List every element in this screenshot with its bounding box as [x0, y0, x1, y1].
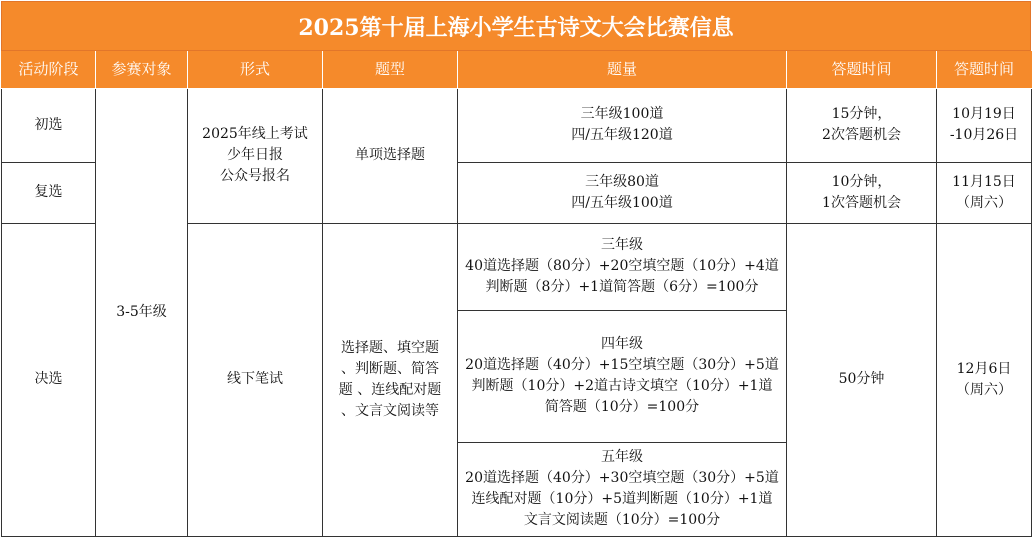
duration-final: 50分钟	[787, 223, 937, 536]
date-final	[937, 223, 1032, 536]
target-label: 3-5年级	[116, 303, 167, 320]
quantity-line: 20道选择题（40分）+15空填空题（30分）+5道	[465, 357, 779, 373]
header-stage: 活动阶段	[2, 51, 96, 88]
date-line: 10月19日	[952, 106, 1016, 122]
stage-preliminary: 初选	[2, 88, 96, 162]
date-line: （周六）	[956, 194, 1012, 211]
type-line: 选择题、填空题	[341, 339, 439, 356]
header-type: 题型	[323, 51, 458, 88]
quantity-line: 四/五年级100道	[571, 194, 673, 211]
competition-table	[1, 51, 1032, 537]
quantity-final-grade3	[458, 223, 787, 310]
quantity-repechage	[458, 162, 787, 223]
duration-line: 1次答题机会	[822, 194, 901, 211]
table-row-preliminary	[2, 88, 1032, 162]
quantity-final-grade5	[458, 442, 787, 536]
quantity-line: 简答题（10分）=100分	[544, 399, 700, 415]
form-offline: 线下笔试	[188, 223, 323, 536]
quantity-line: 三年级	[601, 237, 643, 253]
type-online: 单项选择题	[323, 88, 458, 223]
quantity-line: 四/五年级120道	[571, 127, 673, 143]
type-line: 题 、连线配对题	[338, 381, 442, 398]
quantity-line: 判断题（8分）+1道简答题（6分）=100分	[485, 279, 759, 295]
duration-repechage	[787, 162, 937, 223]
duration-line: 10分钟，	[831, 173, 892, 190]
header-target: 参赛对象	[96, 51, 188, 88]
header-quantity: 题量	[458, 51, 787, 88]
target-cell	[96, 88, 188, 536]
quantity-line: 连线配对题（10分）+5道判断题（10分）+1道	[471, 491, 773, 507]
quantity-final-grade4	[458, 310, 787, 442]
date-preliminary	[937, 88, 1032, 162]
quantity-line: 三年级80道	[585, 173, 659, 190]
page-title: 2025第十届上海小学生古诗文大会比赛信息	[1, 1, 1031, 51]
header-row	[2, 51, 1032, 88]
quantity-preliminary	[458, 88, 787, 162]
duration-line: 2次答题机会	[822, 127, 901, 143]
form-online-line: 少年日报	[227, 147, 283, 163]
quantity-line: 文言文阅读题（10分）=100分	[523, 512, 721, 528]
quantity-line: 三年级100道	[580, 106, 664, 122]
quantity-line: 四年级	[601, 336, 643, 352]
stage-repechage: 复选	[2, 162, 96, 223]
competition-info-sheet	[1, 1, 1031, 538]
date-repechage	[937, 162, 1032, 223]
form-online	[188, 88, 323, 223]
date-line: -10月26日	[949, 127, 1019, 143]
date-line: 11月15日	[952, 173, 1016, 190]
date-line: 12月6日	[956, 360, 1012, 377]
form-online-line: 2025年线上考试	[202, 126, 308, 142]
quantity-line: 20道选择题（40分）+30空填空题（30分）+5道	[465, 470, 779, 486]
header-form: 形式	[188, 51, 323, 88]
quantity-line: 判断题（10分）+2道古诗文填空（10分）+1道	[471, 378, 773, 394]
quantity-line: 40道选择题（80分）+20空填空题（10分）+4道	[465, 258, 779, 274]
type-line: 、判断题、简答	[341, 360, 439, 377]
stage-final: 决选	[2, 223, 96, 536]
header-date: 答题时间	[937, 51, 1032, 88]
quantity-line: 五年级	[601, 449, 643, 465]
type-final	[323, 223, 458, 536]
form-online-line: 公众号报名	[220, 168, 290, 184]
duration-line: 15分钟，	[831, 106, 892, 122]
duration-preliminary	[787, 88, 937, 162]
date-line: （周六）	[956, 381, 1012, 398]
type-line: 、文言文阅读等	[341, 402, 439, 419]
header-duration: 答题时间	[787, 51, 937, 88]
